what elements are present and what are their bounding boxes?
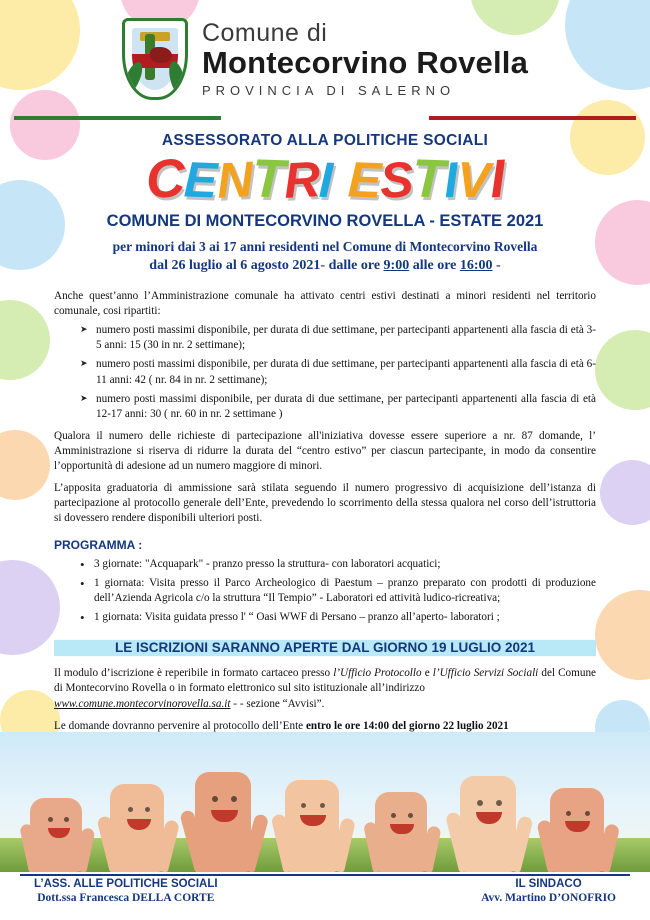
sindaco-name: Avv. Martino D’ONOFRIO <box>481 892 616 904</box>
sezione-text: - - sezione “Avvisi”. <box>230 697 325 710</box>
ufficio-servizi-sociali: l’Ufficio Servizi Sociali <box>432 667 539 680</box>
footer <box>0 874 650 920</box>
dates-hour-start: 9:00 <box>383 258 410 273</box>
minori-line: per minori dai 3 ai 17 anni residenti nel Comune di Montecorvino Rovella <box>112 239 538 254</box>
footer-left <box>34 878 218 920</box>
sindaco-title: IL SINDACO <box>515 878 582 890</box>
dates-pre: dal 26 luglio al 6 agosto 2021- dalle ore <box>149 258 384 273</box>
modulo-text-1: Il modulo d’iscrizione è reperibile in formato cartaceo presso <box>54 667 334 680</box>
list-item: ➤ numero posti massimi disponibile, per durata di due settimane, per partecipanti appartenenti alla fascia di età 12-17 anni: 30 ( nr. 60 in nr. 2 settimane ) <box>80 392 596 422</box>
title-letter: V <box>456 151 491 209</box>
header <box>0 0 650 106</box>
title-letter: T <box>411 148 446 210</box>
body-content <box>0 274 650 787</box>
centri-estivi-title <box>0 148 650 210</box>
programma-heading: PROGRAMMA : <box>54 537 143 552</box>
domande-deadline: entro le ore 14:00 del giorno 22 luglio 2021 <box>305 719 509 732</box>
title-letter: C <box>144 148 186 210</box>
dates-hour-end: 16:00 <box>459 258 493 273</box>
title-letter: E <box>346 151 382 209</box>
title-letter: T <box>250 148 285 210</box>
title-letter: I <box>317 151 333 209</box>
comune-title-block <box>202 20 528 98</box>
graduatoria-paragraph: L’apposita graduatoria di ammissione sarà stilata seguendo il numero progressivo di acquisizione dell’istanza di partecipazione al protocollo generale dell’Ente, prevedendo lo scorrimento della stessa qualora nel corso dell’istruttoria si dovessero rendere disponibili ulteriori posti. <box>54 482 596 525</box>
list-item: • 1 giornata: Visita guidata presso l' “ Oasi WWF di Persano – pranzo all’aperto- laboratori ; <box>80 610 596 625</box>
list-item: ➤ numero posti massimi disponibile, per durata di due settimane, per partecipanti appartenenti alla fascia di età 6-11 anni: 42 ( nr. 84 in nr. 2 settimane); <box>80 357 596 387</box>
assessorato-heading: ASSESSORATO ALLA POLITICHE SOCIALI <box>161 132 489 149</box>
dates-line <box>0 258 650 274</box>
hands-photo <box>0 732 650 872</box>
title-letter: S <box>378 151 414 209</box>
iscrizioni-banner: LE ISCRIZIONI SARANNO APERTE DAL GIORNO 19 LUGLIO 2021 <box>54 637 596 659</box>
list-item: ➤ numero posti massimi disponibile, per durata di due settimane, per partecipanti appartenenti alla fascia di età 3-5 anni: 15 (30 in nr. 2 settimane); <box>80 323 596 353</box>
comune-line1: Comune di <box>201 18 328 47</box>
title-letter: I <box>442 151 459 209</box>
footer-right <box>481 878 616 920</box>
list-item: • 1 giornata: Visita presso il Parco Archeologico di Paestum – pranzo preparato con prodotti di produzione dell’Azienda Agricola c/o la struttura “Il Tempio” - Laboratori ed attività ludico-ricreativa; <box>80 576 596 606</box>
comune-crest-icon <box>122 18 188 100</box>
assessore-name: Dott.ssa Francesca DELLA CORTE <box>37 892 215 904</box>
qualora-paragraph: Qualora il numero delle richieste di partecipazione all'iniziativa dovesse essere superiore a nr. 87 domande, l’ Amministrazione si riserva di ridurre la durata del “centro estivo” per ciascun partecipante, in modo da consentire l’opportunità di adesione ad un numero maggiore di minori. <box>54 429 596 473</box>
tricolor-rule <box>14 116 636 120</box>
assessore-title: L’ASS. ALLE POLITICHE SOCIALI <box>34 878 218 890</box>
title-letter: R <box>282 151 321 209</box>
dates-end: - <box>492 258 501 273</box>
intro-paragraph: Anche quest’anno l’Amministrazione comunale ha attivato centri estivi destinati a minori residenti nel territorio comunale, cosi ripartiti: <box>54 290 596 318</box>
capacity-list <box>54 323 596 422</box>
list-item: • 3 giornate: "Acquapark" - pranzo presso la struttura- con laboratori acquatici; <box>80 557 596 572</box>
dates-mid: alle ore <box>409 258 460 273</box>
modulo-text-3: del Comune di Montecorvino Rovella o in formato elettronico sul sito istituzionale all’indirizzo <box>54 667 597 695</box>
comune-estate-subtitle: COMUNE DI MONTECORVINO ROVELLA - ESTATE 2021 <box>106 212 544 230</box>
title-letter: I <box>488 148 506 210</box>
comune-province: PROVINCIA DI SALERNO <box>201 83 456 99</box>
modulo-text-2: e <box>421 667 433 680</box>
programma-list <box>54 557 596 625</box>
title-letter <box>332 155 348 205</box>
comune-line2: Montecorvino Rovella <box>201 45 529 81</box>
domande-pre: Le domande dovranno pervenire al protocollo dell’Ente <box>54 719 306 732</box>
modulo-paragraph <box>54 666 596 711</box>
title-letter: N <box>215 151 254 209</box>
title-letter: E <box>183 151 218 209</box>
sito-link[interactable]: www.comune.montecorvinorovella.sa.it <box>54 697 231 710</box>
ufficio-protocollo: l’Ufficio Protocollo <box>333 667 422 680</box>
